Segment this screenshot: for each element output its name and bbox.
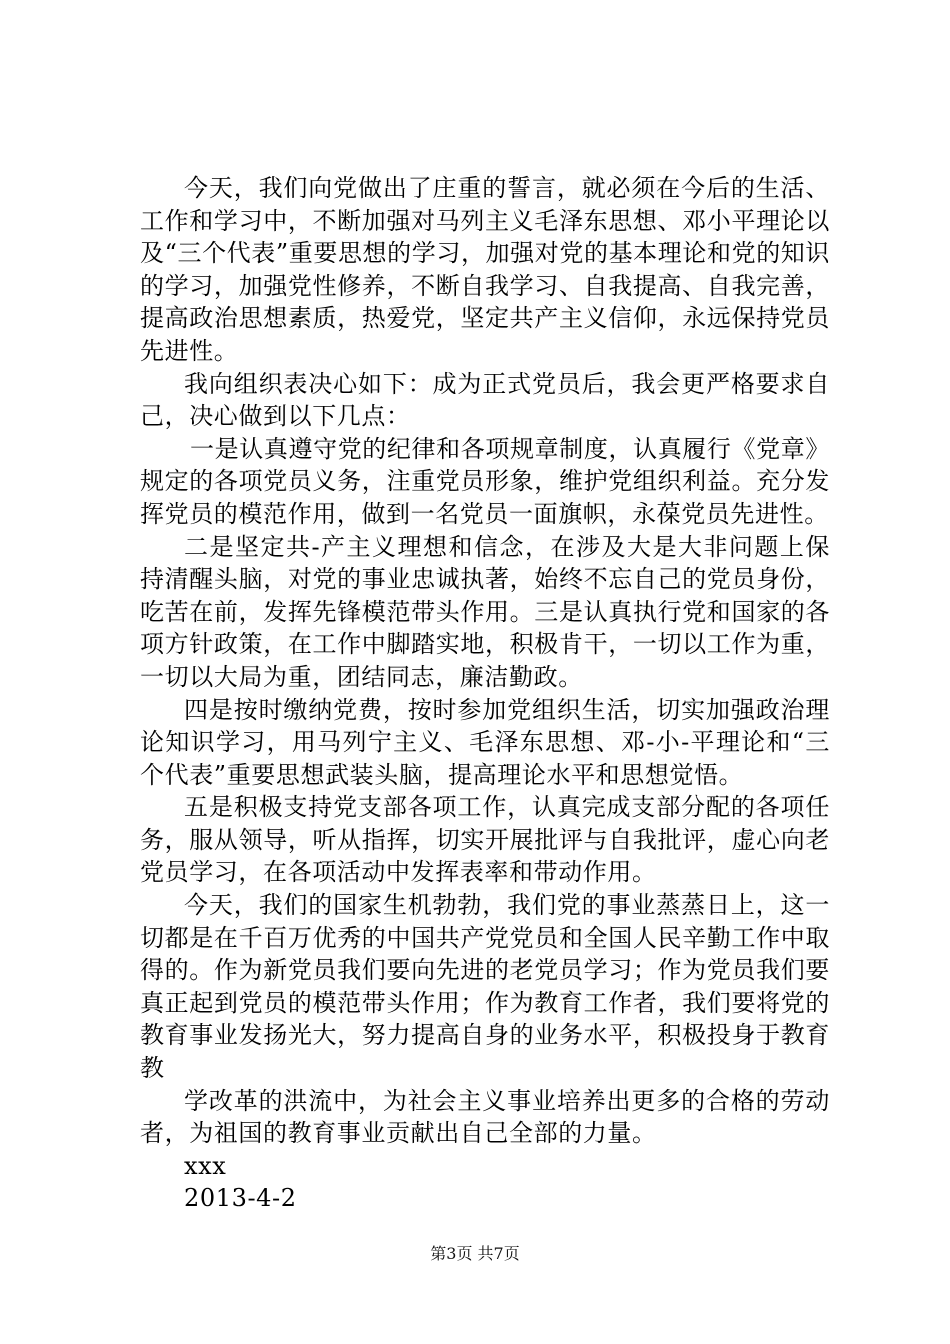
paragraph-pledge: 今天，我们向党做出了庄重的誓言，就必须在今后的生活、工作和学习中，不断加强对马列主义毛泽东思想、邓小平理论以及“三个代表”重要思想的学习，加强对党的基本理论和党的知识的学习，加强党性修养，不断自我学习、自我提高、自我完善，提高政治思想素质，热爱党，坚定共产主义信仰，永远保持党员先进性。	[140, 174, 830, 365]
paragraph-conclusion: 今天，我们的国家生机勃勃，我们党的事业蒸蒸日上，这一切都是在千百万优秀的中国共产党党员和全国人民辛勤工作中取得的。作为新党员我们要向先进的老党员学习；作为党员我们要真正起到党员的模范带头作用；作为教育工作者，我们要将党的教育事业发扬光大，努力提高自身的业务水平，积极投身于教育教	[140, 891, 830, 1083]
signature-date: 2013-4-2	[184, 1184, 297, 1213]
signature-name: xxx	[184, 1151, 227, 1180]
page-number-footer: 第3页 共7页	[430, 1244, 520, 1263]
paragraph-resolution: 我向组织表决心如下：成为正式党员后，我会更严格要求自己，决心做到以下几点：	[140, 369, 830, 431]
document-body	[140, 172, 830, 1215]
paragraph-point-five: 五是积极支持党支部各项工作，认真完成支部分配的各项任务，服从领导，听从指挥，切实开展批评与自我批评，虚心向老党员学习，在各项活动中发挥表率和带动作用。	[140, 793, 830, 887]
paragraph-conclusion-continued: 学改革的洪流中，为社会主义事业培养出更多的合格的劳动者，为祖国的教育事业贡献出自己全部的力量。	[140, 1086, 830, 1148]
paragraph-point-four: 四是按时缴纳党费，按时参加党组织生活，切实加强政治理论知识学习，用马列宁主义、毛泽东思想、邓-小-平理论和“三个代表”重要思想武装头脑，提高理论水平和思想觉悟。	[140, 695, 830, 789]
paragraph-points-two-three: 二是坚定共-产主义理想和信念，在涉及大是大非问题上保持清醒头脑，对党的事业忠诚执著，始终不忘自己的党员身份，吃苦在前，发挥先锋模范带头作用。三是认真执行党和国家的各项方针政策，在工作中脚踏实地，积极肯干，一切以工作为重，一切以大局为重，团结同志，廉洁勤政。	[140, 532, 830, 691]
paragraph-point-one: 一是认真遵守党的纪律和各项规章制度，认真履行《党章》规定的各项党员义务，注重党员形象，维护党组织利益。充分发挥党员的模范作用，做到一名党员一面旗帜，永葆党员先进性。	[140, 434, 830, 528]
